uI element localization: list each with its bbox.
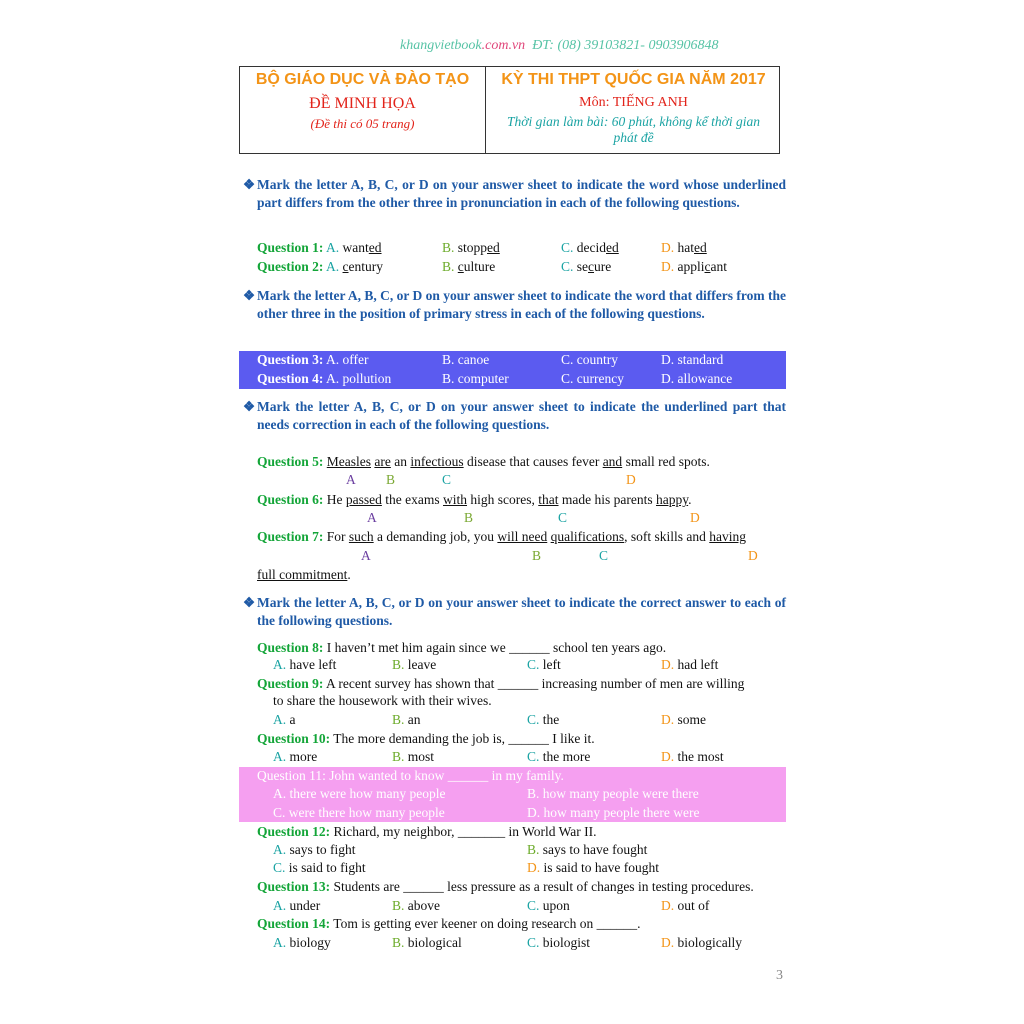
question-8: Question 8: I haven’t met him again since we ______ school ten years ago. — [257, 640, 667, 655]
question-12: Question 12: Richard, my neighbor, _______ in World War II. — [257, 824, 597, 839]
q7-marker-d[interactable]: D — [748, 548, 758, 563]
q14-option-a[interactable]: A. biology — [273, 935, 331, 950]
q13-option-b[interactable]: B. above — [392, 898, 440, 913]
q12-option-b[interactable]: B. says to have fought — [527, 842, 648, 857]
q13-option-d[interactable]: D. out of — [661, 898, 710, 913]
question-2: Question 2: A. century — [257, 259, 384, 274]
q2-option-b[interactable]: B. culture — [442, 259, 496, 274]
question-7: Question 7: For such a demanding job, you will need qualifications, soft skills and having — [257, 529, 747, 544]
q8-option-a[interactable]: A. have left — [273, 657, 337, 672]
q11-option-d[interactable]: D. how many people there were — [527, 805, 700, 820]
q3-option-c[interactable]: C. country — [561, 352, 619, 367]
q11-option-a[interactable]: A. there were how many people — [273, 786, 446, 801]
q10-option-b[interactable]: B. most — [392, 749, 435, 764]
q13-option-c[interactable]: C. upon — [527, 898, 570, 913]
instruction-3: ❖ Mark the letter A, B, C, or D on your answer sheet to indicate the underlined part that needs correction in each of the following questions. — [243, 399, 786, 432]
question-14: Question 14: Tom is getting ever keener on doing research on ______. — [257, 916, 641, 931]
exam-type: ĐỀ MINH HỌA — [309, 95, 416, 112]
title-box — [239, 66, 780, 154]
q8-option-b[interactable]: B. leave — [392, 657, 437, 672]
q5-marker-d[interactable]: D — [626, 472, 636, 487]
q5-marker-c[interactable]: C — [442, 472, 452, 487]
header-contact — [400, 38, 718, 54]
phone-number: ĐT: (08) 39103821- 0903906848 — [532, 38, 719, 53]
q6-marker-a[interactable]: A — [367, 510, 377, 525]
diamond-bullet-icon: ❖ — [243, 595, 256, 610]
q10-option-a[interactable]: A. more — [273, 749, 318, 764]
ministry-name: BỘ GIÁO DỤC VÀ ĐÀO TẠO — [255, 71, 470, 88]
time-limit-cont: phát đề — [613, 130, 654, 145]
q4-option-b[interactable]: B. computer — [442, 371, 509, 386]
question-9-cont: to share the housework with their wives. — [273, 693, 492, 708]
diamond-bullet-icon: ❖ — [243, 177, 256, 192]
question-9: Question 9: A recent survey has shown that ______ increasing number of men are willing — [257, 676, 745, 691]
q7-marker-a[interactable]: A — [361, 548, 371, 563]
q2-option-d[interactable]: D. applicant — [661, 259, 727, 274]
q9-option-b[interactable]: B. an — [392, 712, 421, 727]
question-11: Question 11: John wanted to know ______ in my family. — [257, 768, 564, 783]
q1-option-b[interactable]: B. stopped — [442, 240, 500, 255]
instruction-2: ❖ Mark the letter A, B, C, or D on your answer sheet to indicate the word that differs from the other three in the position of primary stress in each of the following questions. — [243, 288, 786, 321]
q8-option-c[interactable]: C. left — [527, 657, 561, 672]
q14-option-d[interactable]: D. biologically — [661, 935, 742, 950]
q4-option-c[interactable]: C. currency — [561, 371, 624, 386]
question-5: Question 5: Measles are an infectious disease that causes fever and small red spots. — [257, 454, 710, 469]
q5-marker-a[interactable]: A — [346, 472, 356, 487]
q6-marker-d[interactable]: D — [690, 510, 700, 525]
q6-marker-b[interactable]: B — [464, 510, 474, 525]
q3-option-d[interactable]: D. standard — [661, 352, 724, 367]
q5-marker-b[interactable]: B — [386, 472, 396, 487]
question-4: Question 4: A. pollution — [257, 371, 392, 386]
q7-marker-b[interactable]: B — [532, 548, 542, 563]
q1-option-d[interactable]: D. hated — [661, 240, 707, 255]
q3-option-b[interactable]: B. canoe — [442, 352, 490, 367]
q10-option-d[interactable]: D. the most — [661, 749, 724, 764]
site-domain: .com.vn — [481, 38, 526, 53]
q9-option-d[interactable]: D. some — [661, 712, 706, 727]
diamond-bullet-icon: ❖ — [243, 288, 256, 303]
q7-marker-c[interactable]: C — [599, 548, 609, 563]
question-13: Question 13: Students are ______ less pressure as a result of changes in testing procedures. — [257, 879, 754, 894]
q6-marker-c[interactable]: C — [558, 510, 568, 525]
exam-title: KỲ THI THPT QUỐC GIA NĂM 2017 — [501, 71, 766, 88]
question-1: Question 1: A. wanted — [257, 240, 382, 255]
subject: Môn: TIẾNG ANH — [579, 95, 688, 110]
question-3: Question 3: A. offer — [257, 352, 369, 367]
q4-option-d[interactable]: D. allowance — [661, 371, 733, 386]
diamond-bullet-icon: ❖ — [243, 399, 256, 414]
ministry-block — [240, 71, 485, 132]
q1-option-c[interactable]: C. decided — [561, 240, 619, 255]
instruction-1: ❖ Mark the letter A, B, C, or D on your answer sheet to indicate the word whose underlined part differs from the other three in pronunciation in each of the following questions. — [243, 177, 786, 210]
q14-option-c[interactable]: C. biologist — [527, 935, 591, 950]
q10-option-c[interactable]: C. the more — [527, 749, 591, 764]
q12-option-d[interactable]: D. is said to have fought — [527, 860, 659, 875]
page-number: 3 — [776, 968, 783, 983]
question-10: Question 10: The more demanding the job is, ______ I like it. — [257, 731, 595, 746]
q11-option-c[interactable]: C. were there how many people — [273, 805, 445, 820]
question-7-cont: full commitment. — [257, 567, 351, 582]
q14-option-b[interactable]: B. biological — [392, 935, 462, 950]
exam-block — [486, 71, 781, 146]
q2-option-c[interactable]: C. secure — [561, 259, 612, 274]
site-name: khangvietbook — [400, 38, 482, 53]
question-6: Question 6: He passed the exams with high scores, that made his parents happy. — [257, 492, 692, 507]
q8-option-d[interactable]: D. had left — [661, 657, 719, 672]
instruction-4: ❖ Mark the letter A, B, C, or D on your answer sheet to indicate the correct answer to each of the following questions. — [243, 595, 786, 628]
q13-option-a[interactable]: A. under — [273, 898, 321, 913]
page-count: (Đề thi có 05 trang) — [310, 116, 415, 131]
q12-option-c[interactable]: C. is said to fight — [273, 860, 366, 875]
q9-option-c[interactable]: C. the — [527, 712, 560, 727]
q11-option-b[interactable]: B. how many people were there — [527, 786, 699, 801]
time-limit: Thời gian làm bài: 60 phút, không kể thời gian — [507, 114, 760, 129]
q9-option-a[interactable]: A. a — [273, 712, 296, 727]
q12-option-a[interactable]: A. says to fight — [273, 842, 356, 857]
